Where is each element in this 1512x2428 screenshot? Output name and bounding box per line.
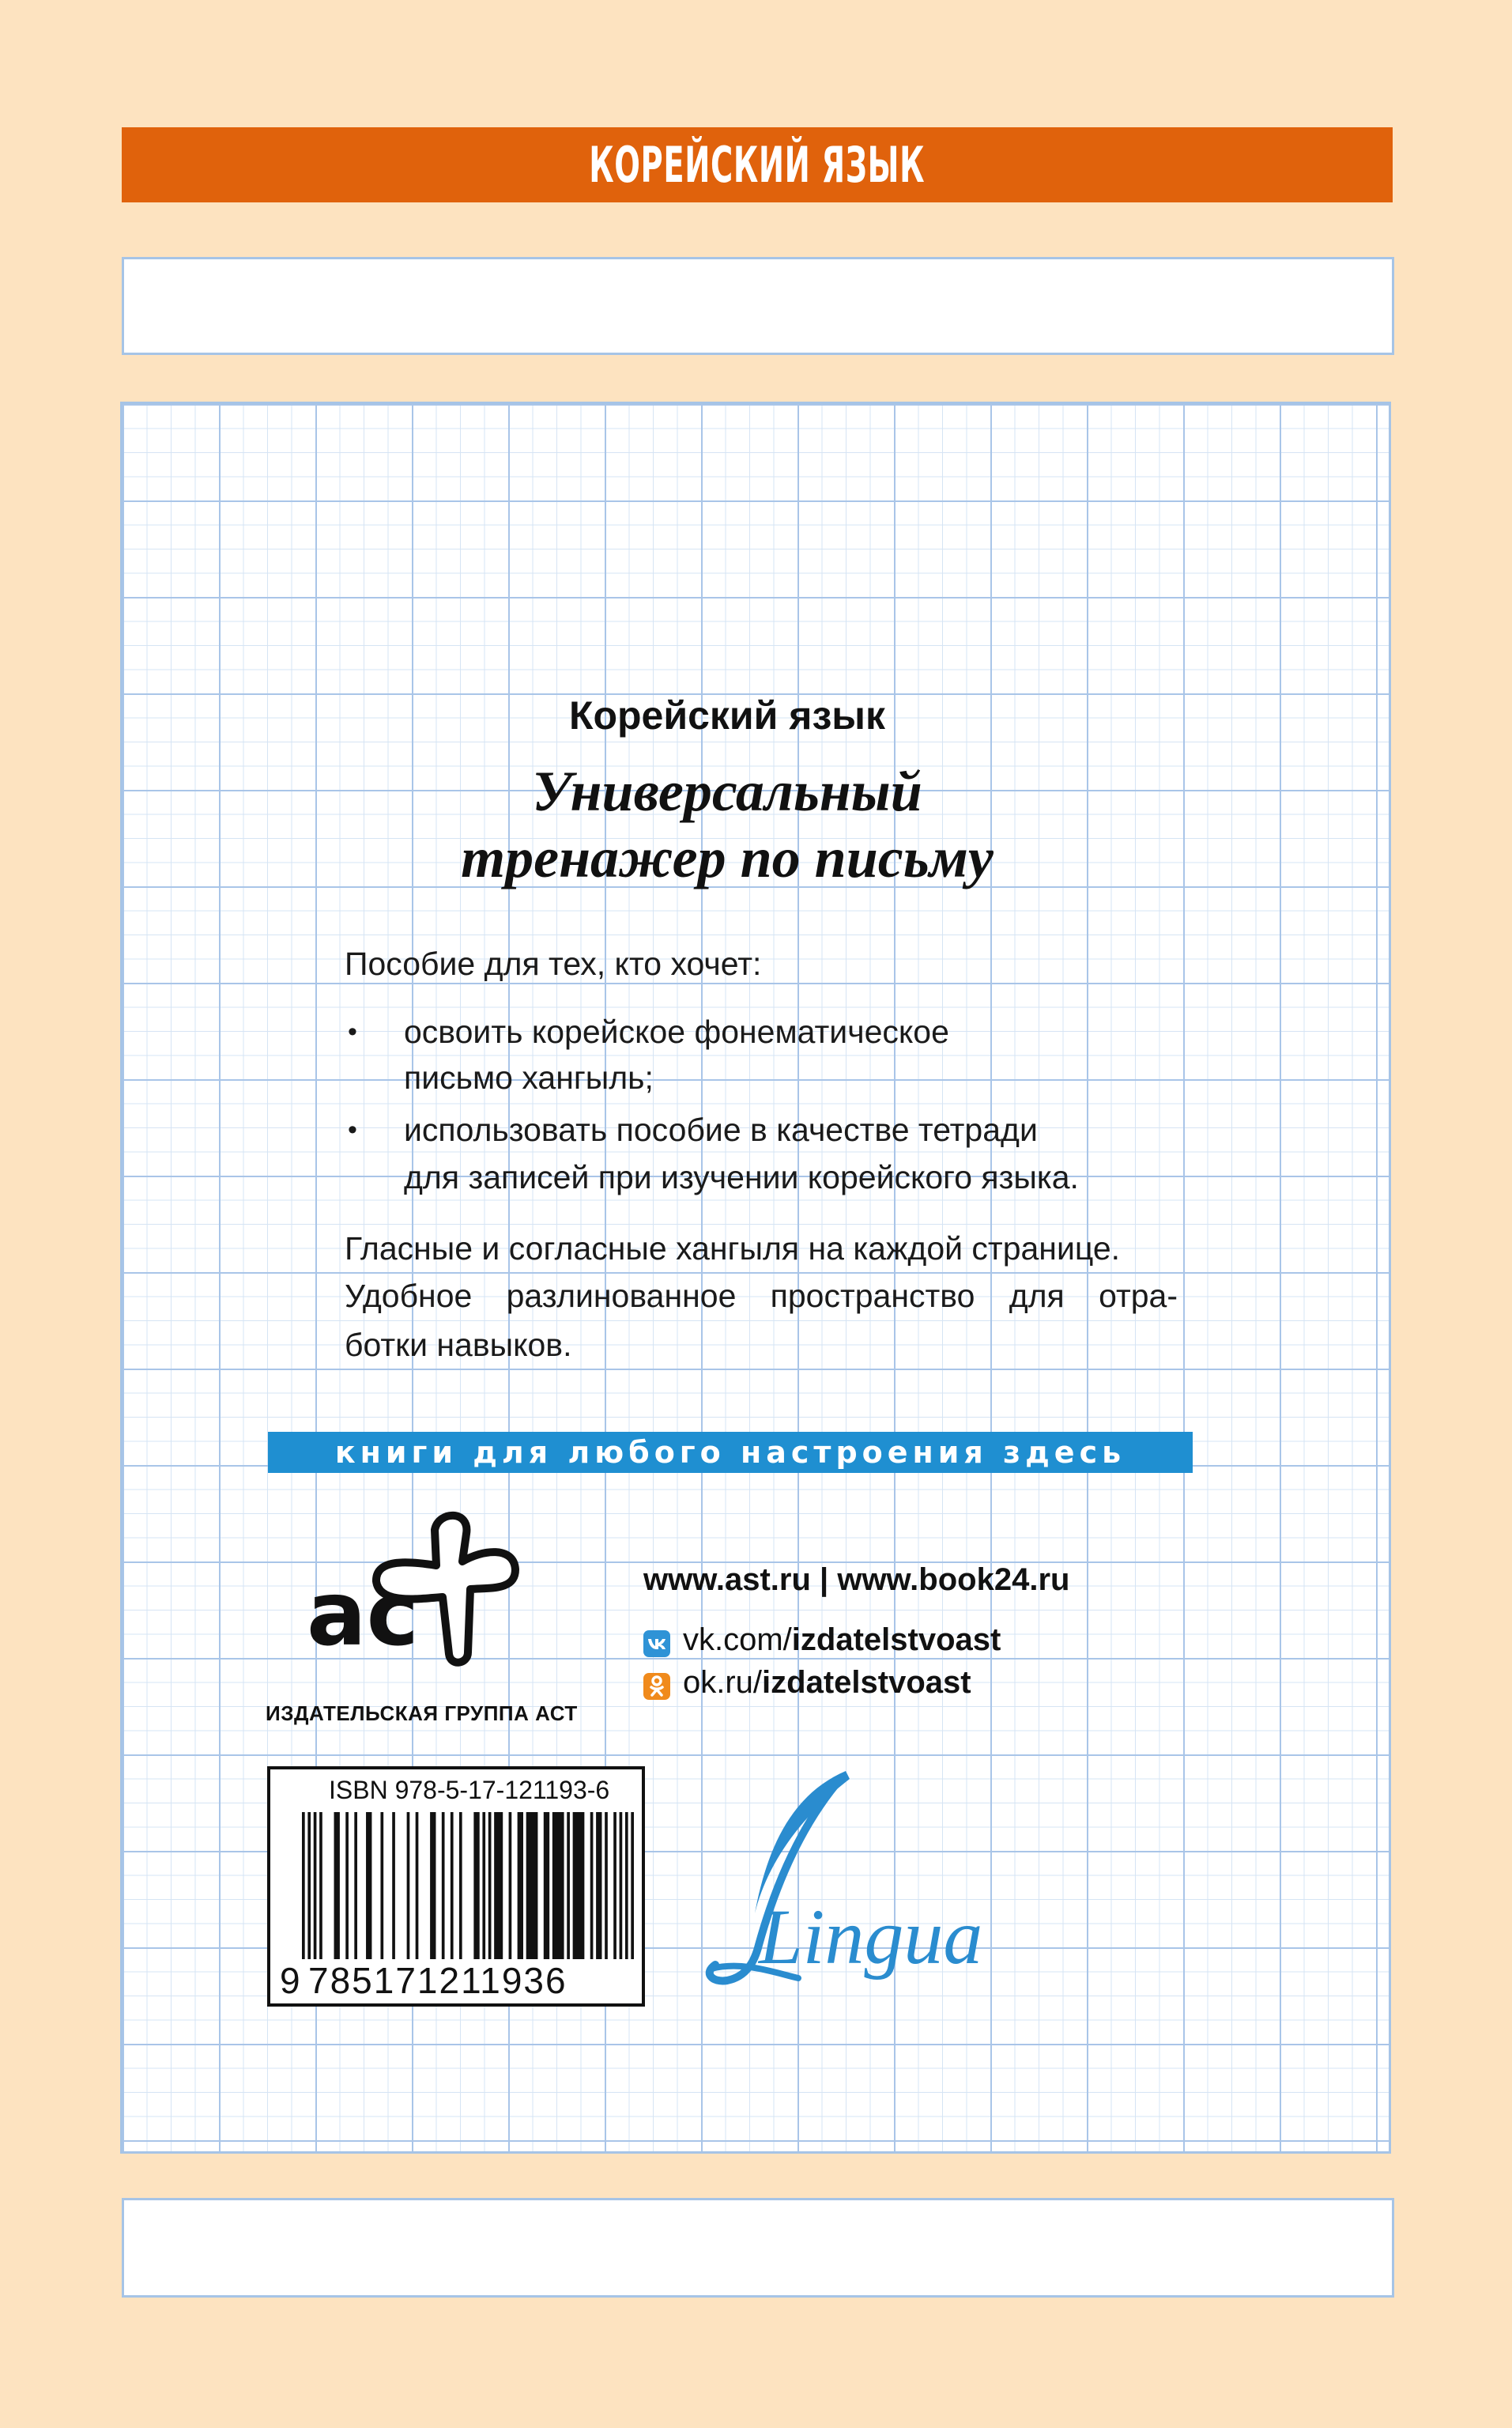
barcode-bar-21 [518,1812,523,1959]
barcode-bar-5 [345,1812,349,1959]
bullet-2-line2: для записей при изучении корейского языка. [404,1159,1079,1195]
websites-line [643,1562,1069,1598]
series-label: КОРЕЙСКИЙ ЯЗЫК [589,136,926,194]
intro-text: Пособие для тех, кто хочет: [345,946,762,982]
book-subtitle-line1: Универсальный [532,760,922,823]
vk-handle: izdatelstvoast [791,1622,1001,1657]
barcode [302,1812,634,1959]
barcode-bar-19 [494,1812,503,1959]
slogan-banner [268,1432,1193,1473]
website-ast-link[interactable]: www.ast.ru [643,1562,811,1597]
barcode-bar-30 [613,1812,616,1959]
paragraph-2-line1: Удобное разлинованное пространство для отра- [345,1278,1178,1314]
isbn-barcode-box [267,1766,645,2007]
barcode-bar-13 [442,1812,445,1959]
barcode-bar-29 [605,1812,608,1959]
bullet-1-line2: письмо хангыль; [404,1059,654,1096]
barcode-bar-31 [620,1812,623,1959]
barcode-bar-4 [334,1812,340,1959]
barcode-bar-16 [473,1812,479,1959]
ok-handle: izdatelstvoast [762,1665,971,1700]
barcode-bar-20 [509,1812,512,1959]
barcode-bar-0 [302,1812,305,1959]
website-book24-link[interactable]: www.book24.ru [837,1562,1070,1597]
ok-link[interactable] [683,1665,971,1701]
barcode-bar-12 [430,1812,436,1959]
series-band [122,127,1393,202]
paragraph-1: Гласные и согласные хангыля на каждой странице. [345,1230,1121,1267]
vk-prefix: vk.com/ [683,1622,792,1657]
top-white-box [122,257,1394,355]
barcode-bar-17 [482,1812,485,1959]
barcode-bar-26 [573,1812,585,1959]
paragraph-2-line2: ботки навыков. [345,1327,572,1363]
lingua-text: Lingua [759,1893,983,1981]
ast-logo [300,1502,561,1684]
bullet-1-line1: освоить корейское фонематическое [404,1014,949,1050]
book-title: Корейский язык [568,693,886,738]
barcode-bar-18 [488,1812,492,1959]
barcode-bar-24 [552,1812,564,1959]
barcode-bar-6 [354,1812,357,1959]
vk-link[interactable] [683,1622,1001,1658]
lingua-logo [680,1763,1059,2024]
barcode-bar-22 [526,1812,538,1959]
barcode-bar-32 [625,1812,628,1959]
barcode-bar-1 [307,1812,311,1959]
publisher-group-name: ИЗДАТЕЛЬСКАЯ ГРУППА АСТ [266,1701,578,1725]
barcode-bar-11 [416,1812,419,1959]
slogan-text: книги для любого настроения здесь [334,1435,1126,1470]
barcode-bar-3 [319,1812,322,1959]
vk-icon [643,1630,670,1657]
barcode-bar-23 [544,1812,549,1959]
barcode-bar-27 [590,1812,594,1959]
bullet-2-line1: использовать пособие в качестве тетради [404,1112,1038,1148]
bullet-marker-1: • [348,1017,357,1047]
barcode-bar-25 [567,1812,570,1959]
barcode-bar-33 [631,1812,634,1959]
barcode-bar-28 [596,1812,601,1959]
bottom-white-box [122,2198,1394,2298]
bullet-marker-2: • [348,1115,357,1145]
ast-logo-text: ас [307,1563,419,1666]
website-separator: | [810,1562,838,1597]
barcode-bar-10 [407,1812,410,1959]
barcode-bar-8 [380,1812,383,1959]
barcode-bar-7 [366,1812,371,1959]
barcode-bar-14 [451,1812,454,1959]
isbn-label: ISBN 978-5-17-121193-6 [329,1776,610,1804]
ok-icon [643,1673,670,1700]
ok-prefix: ok.ru/ [683,1665,763,1700]
barcode-bar-9 [392,1812,395,1959]
book-subtitle-line2: тренажер по письму [461,826,994,889]
isbn-lead-digit: 9 [280,1960,300,2001]
barcode-bar-2 [314,1812,317,1959]
isbn-digits: 785171211936 [308,1960,567,2001]
barcode-bar-15 [459,1812,462,1959]
